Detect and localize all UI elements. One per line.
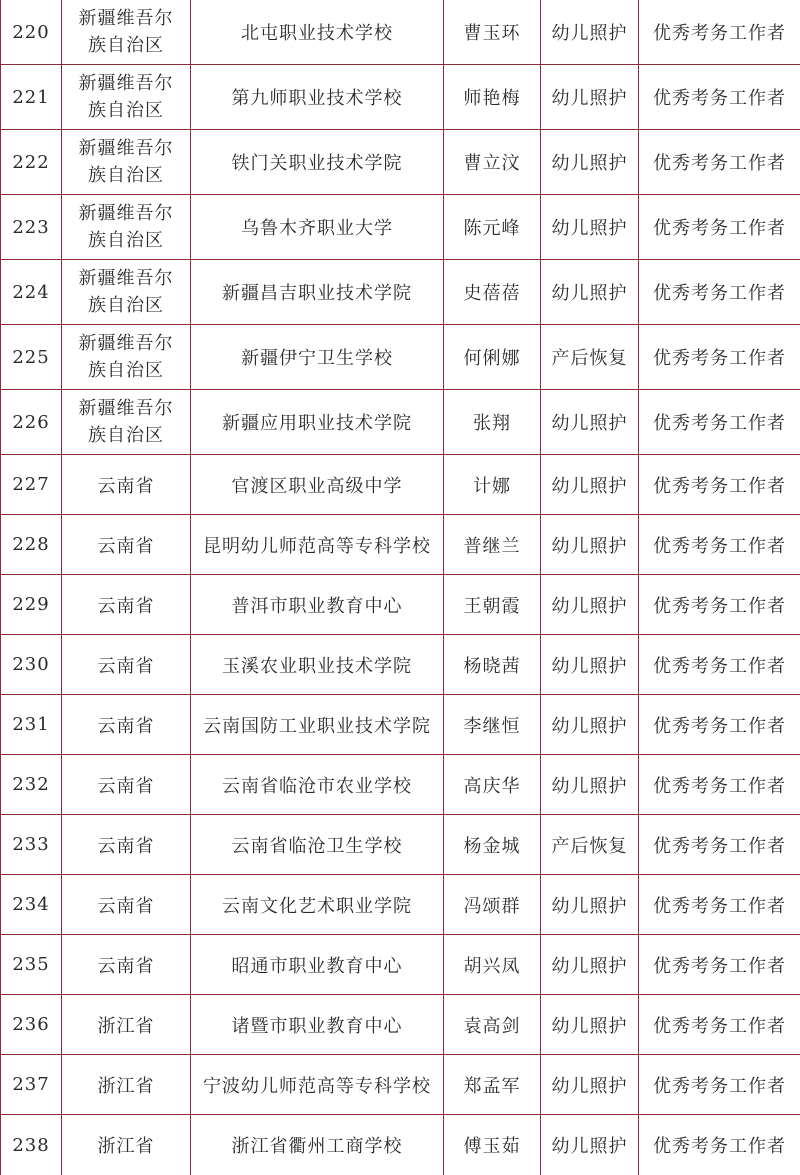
school-cell: 官渡区职业高级中学 [191,455,444,515]
table-row [1,515,800,575]
award-cell: 优秀考务工作者 [639,260,800,325]
province-line-1: 新疆维吾尔 [79,203,174,224]
province-line-1: 新疆维吾尔 [79,333,174,354]
province-line-2: 族自治区 [88,360,164,381]
award-cell: 优秀考务工作者 [639,390,800,455]
name-cell: 师艳梅 [444,65,541,130]
table-row [1,65,800,130]
province-line-1: 新疆维吾尔 [79,398,174,419]
award-cell: 优秀考务工作者 [639,695,800,755]
row-number: 223 [1,195,62,260]
province-line-2: 族自治区 [88,295,164,316]
major-cell: 幼儿照护 [541,1055,639,1115]
major-cell: 幼儿照护 [541,575,639,635]
row-number: 221 [1,65,62,130]
school-cell: 新疆应用职业技术学院 [191,390,444,455]
school-cell: 云南国防工业职业技术学院 [191,695,444,755]
award-cell: 优秀考务工作者 [639,995,800,1055]
row-number: 228 [1,515,62,575]
row-number: 229 [1,575,62,635]
row-number: 220 [1,0,62,65]
row-number: 227 [1,455,62,515]
award-cell: 优秀考务工作者 [639,575,800,635]
major-cell: 产后恢复 [541,325,639,390]
major-cell: 幼儿照护 [541,1115,639,1175]
name-cell: 史蓓蓓 [444,260,541,325]
row-number: 225 [1,325,62,390]
province-cell: 云南省 [62,575,191,635]
row-number: 226 [1,390,62,455]
roster-body [1,0,800,1175]
table-row [1,1115,800,1175]
school-cell: 诸暨市职业教育中心 [191,995,444,1055]
major-cell: 幼儿照护 [541,695,639,755]
major-cell: 幼儿照护 [541,390,639,455]
name-cell: 冯颂群 [444,875,541,935]
award-cell: 优秀考务工作者 [639,635,800,695]
major-cell: 幼儿照护 [541,455,639,515]
province-line-2: 族自治区 [88,100,164,121]
name-cell: 普继兰 [444,515,541,575]
major-cell: 幼儿照护 [541,935,639,995]
province-line-2: 族自治区 [88,35,164,56]
row-number: 237 [1,1055,62,1115]
province-cell: 云南省 [62,695,191,755]
major-cell: 幼儿照护 [541,755,639,815]
table-row [1,875,800,935]
award-cell: 优秀考务工作者 [639,1115,800,1175]
province-line-2: 族自治区 [88,230,164,251]
award-cell: 优秀考务工作者 [639,130,800,195]
province-cell [62,0,191,65]
table-row [1,130,800,195]
table-row [1,695,800,755]
province-cell: 浙江省 [62,1115,191,1175]
province-line-1: 新疆维吾尔 [79,138,174,159]
province-line-2: 族自治区 [88,425,164,446]
school-cell: 北屯职业技术学校 [191,0,444,65]
school-cell: 乌鲁木齐职业大学 [191,195,444,260]
province-cell [62,195,191,260]
major-cell: 幼儿照护 [541,195,639,260]
school-cell: 昭通市职业教育中心 [191,935,444,995]
name-cell: 杨晓茜 [444,635,541,695]
province-cell: 云南省 [62,815,191,875]
row-number: 234 [1,875,62,935]
major-cell: 幼儿照护 [541,875,639,935]
province-line-1: 新疆维吾尔 [79,8,174,29]
row-number: 222 [1,130,62,195]
major-cell: 幼儿照护 [541,260,639,325]
award-cell: 优秀考务工作者 [639,65,800,130]
name-cell: 曹玉环 [444,0,541,65]
award-cell: 优秀考务工作者 [639,875,800,935]
name-cell: 袁高剑 [444,995,541,1055]
row-number: 224 [1,260,62,325]
award-cell: 优秀考务工作者 [639,455,800,515]
table-row [1,195,800,260]
row-number: 236 [1,995,62,1055]
award-cell: 优秀考务工作者 [639,1055,800,1115]
award-cell: 优秀考务工作者 [639,325,800,390]
school-cell: 第九师职业技术学校 [191,65,444,130]
row-number: 230 [1,635,62,695]
school-cell: 云南省临沧卫生学校 [191,815,444,875]
school-cell: 浙江省衢州工商学校 [191,1115,444,1175]
name-cell: 张翔 [444,390,541,455]
table-row [1,325,800,390]
award-cell: 优秀考务工作者 [639,815,800,875]
major-cell: 幼儿照护 [541,65,639,130]
name-cell: 陈元峰 [444,195,541,260]
province-line-2: 族自治区 [88,165,164,186]
name-cell: 何俐娜 [444,325,541,390]
table-row [1,0,800,65]
row-number: 232 [1,755,62,815]
school-cell: 新疆伊宁卫生学校 [191,325,444,390]
award-cell: 优秀考务工作者 [639,195,800,260]
province-cell: 云南省 [62,875,191,935]
province-cell: 浙江省 [62,1055,191,1115]
school-cell: 云南省临沧市农业学校 [191,755,444,815]
major-cell: 幼儿照护 [541,995,639,1055]
row-number: 231 [1,695,62,755]
table-row [1,815,800,875]
name-cell: 杨金城 [444,815,541,875]
province-cell: 云南省 [62,755,191,815]
name-cell: 高庆华 [444,755,541,815]
province-line-1: 新疆维吾尔 [79,73,174,94]
school-cell: 新疆昌吉职业技术学院 [191,260,444,325]
school-cell: 玉溪农业职业技术学院 [191,635,444,695]
school-cell: 昆明幼儿师范高等专科学校 [191,515,444,575]
table-row [1,260,800,325]
major-cell: 幼儿照护 [541,515,639,575]
province-cell: 云南省 [62,935,191,995]
province-cell: 云南省 [62,515,191,575]
school-cell: 铁门关职业技术学院 [191,130,444,195]
name-cell: 曹立汶 [444,130,541,195]
name-cell: 郑孟军 [444,1055,541,1115]
row-number: 233 [1,815,62,875]
province-cell: 浙江省 [62,995,191,1055]
province-cell: 云南省 [62,455,191,515]
name-cell: 傅玉茹 [444,1115,541,1175]
province-cell [62,65,191,130]
major-cell: 幼儿照护 [541,130,639,195]
table-row [1,995,800,1055]
name-cell: 李继恒 [444,695,541,755]
school-cell: 普洱市职业教育中心 [191,575,444,635]
major-cell: 产后恢复 [541,815,639,875]
table-row [1,635,800,695]
table-row [1,455,800,515]
row-number: 235 [1,935,62,995]
table-row [1,1055,800,1115]
province-cell [62,325,191,390]
award-cell: 优秀考务工作者 [639,515,800,575]
table-row [1,575,800,635]
major-cell: 幼儿照护 [541,0,639,65]
name-cell: 王朝霞 [444,575,541,635]
province-cell [62,390,191,455]
name-cell: 计娜 [444,455,541,515]
name-cell: 胡兴凤 [444,935,541,995]
province-cell [62,130,191,195]
province-cell [62,260,191,325]
major-cell: 幼儿照护 [541,635,639,695]
row-number: 238 [1,1115,62,1175]
table-row [1,755,800,815]
table-row [1,390,800,455]
award-cell: 优秀考务工作者 [639,935,800,995]
province-line-1: 新疆维吾尔 [79,268,174,289]
school-cell: 云南文化艺术职业学院 [191,875,444,935]
award-cell: 优秀考务工作者 [639,0,800,65]
award-cell: 优秀考务工作者 [639,755,800,815]
table-row [1,935,800,995]
school-cell: 宁波幼儿师范高等专科学校 [191,1055,444,1115]
province-cell: 云南省 [62,635,191,695]
